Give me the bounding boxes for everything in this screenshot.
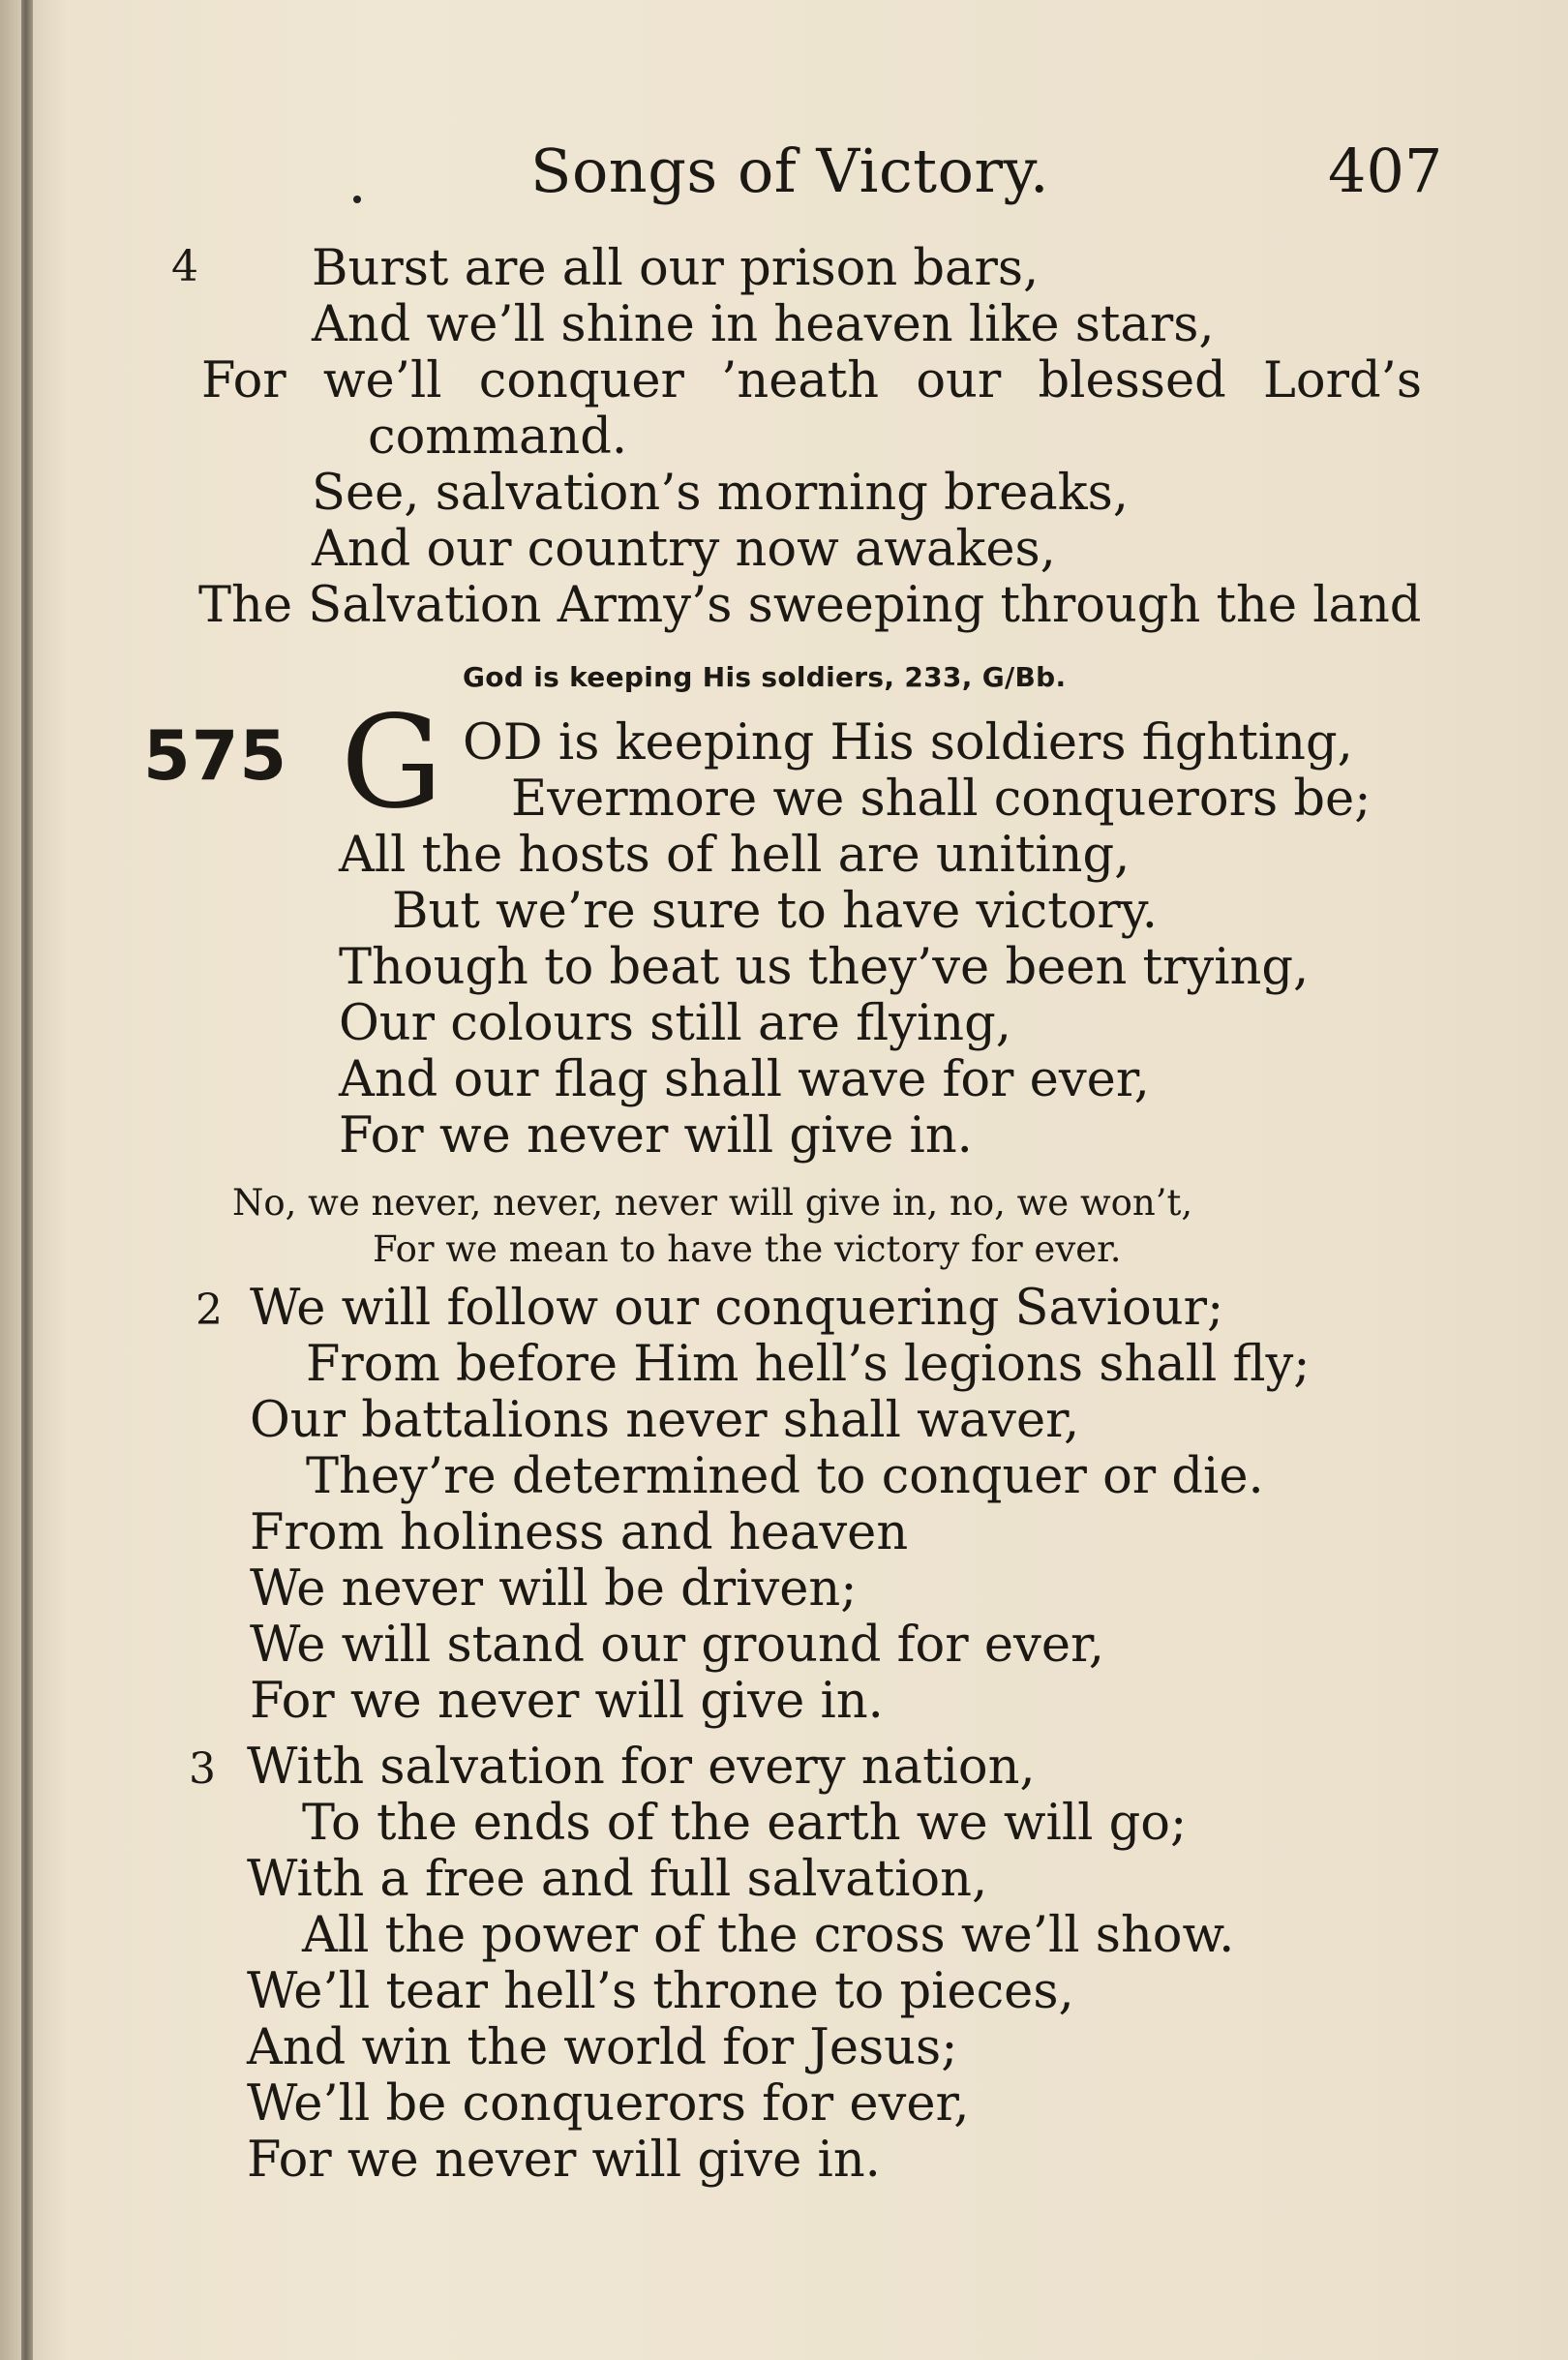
book-spine	[21, 0, 33, 2360]
chorus-line: For we mean to have the victory for ever.	[373, 1228, 1122, 1270]
verse-line: Though to beat us they’ve been trying,	[339, 939, 1310, 996]
verse-line: Our colours still are flying,	[339, 995, 1011, 1052]
drop-cap: G	[341, 688, 443, 837]
chorus-line: No, we never, never, never will give in, no, we won’t,	[232, 1182, 1193, 1224]
verse-line: And our flag shall wave for ever,	[339, 1051, 1150, 1108]
verse-line: And our country now awakes,	[312, 521, 1056, 578]
verse-line: With a free and full salvation,	[247, 1851, 988, 1908]
verse-line: Our battalions never shall waver,	[250, 1392, 1080, 1449]
verse-line: The Salvation Army’s sweeping through the land	[198, 577, 1422, 634]
verse-line: All the hosts of hell are uniting,	[339, 827, 1131, 884]
tune-caption: God is keeping His soldiers, 233, G/Bb.	[463, 661, 1067, 693]
verse-line: For we never will give in.	[250, 1673, 884, 1730]
verse-number: 3	[189, 1744, 216, 1794]
verse-line: For we never will give in.	[339, 1107, 973, 1165]
page-title: Songs of Victory.	[530, 136, 1050, 206]
verse-line: From before Him hell’s legions shall fly;	[306, 1336, 1311, 1393]
verse-number: 4	[171, 242, 198, 291]
verse-line: But we’re sure to have victory.	[392, 883, 1159, 940]
verse-line: And win the world for Jesus;	[247, 2019, 958, 2076]
verse-line: We will follow our conquering Saviour;	[250, 1280, 1224, 1337]
hymn-number: 575	[143, 716, 288, 796]
verse-line: They’re determined to conquer or die.	[306, 1448, 1264, 1505]
verse-line: Evermore we shall conquerors be;	[511, 771, 1372, 828]
page-number: 407	[1328, 136, 1443, 206]
page-header	[0, 136, 1568, 213]
verse-line: We’ll tear hell’s throne to pieces,	[247, 1963, 1074, 2020]
verse-line: And we’ll shine in heaven like stars,	[312, 296, 1215, 353]
verse-line: Burst are all our prison bars,	[312, 240, 1040, 297]
verse-line: We never will be driven;	[250, 1560, 858, 1618]
verse-line: With salvation for every nation,	[247, 1739, 1036, 1796]
verse-line: command.	[368, 408, 628, 466]
verse-line: See, salvation’s morning breaks,	[312, 465, 1129, 522]
verse-line: For we never will give in.	[247, 2132, 881, 2189]
verse-line: We will stand our ground for ever,	[250, 1617, 1104, 1674]
verse-line: OD is keeping His soldiers fighting,	[463, 714, 1353, 772]
verse-number: 2	[196, 1286, 223, 1335]
verse-line: For we’ll conquer ’neath our blessed Lord’s	[201, 352, 1422, 409]
verse-line: All the power of the cross we’ll show.	[302, 1907, 1235, 1964]
verse-line: From holiness and heaven	[250, 1504, 909, 1561]
print-speck	[353, 196, 361, 203]
verse-line: To the ends of the earth we will go;	[302, 1795, 1188, 1852]
verse-line: We’ll be conquerors for ever,	[247, 2075, 970, 2133]
